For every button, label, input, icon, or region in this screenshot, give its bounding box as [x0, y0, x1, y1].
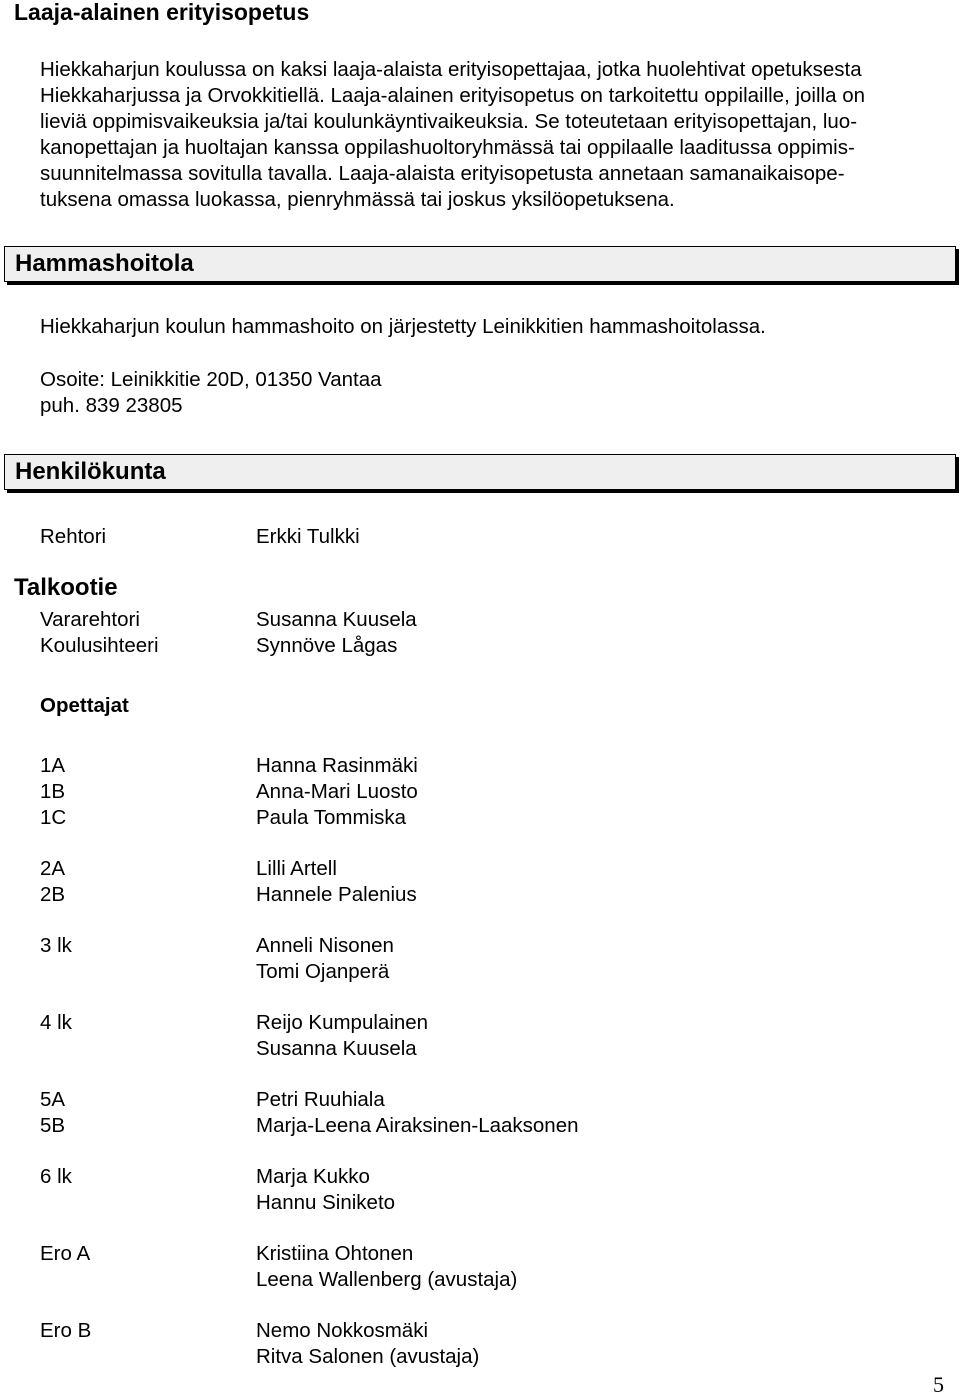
- teacher-class: 1A: [40, 754, 66, 777]
- paragraph-line: Hiekkaharjussa ja Orvokkitiellä. Laaja-alainen erityisopetus on tarkoitettu oppilaille, joilla on: [40, 84, 865, 107]
- teacher-name: Reijo Kumpulainen: [256, 1011, 429, 1034]
- paragraph-line: suunnitelmassa sovitulla tavalla. Laaja-alaista erityisopetusta annetaan samanaikaisope-: [40, 162, 845, 185]
- principal-role: Rehtori: [40, 525, 107, 548]
- teacher-name: Marja Kukko: [256, 1165, 370, 1188]
- dental-phone: puh. 839 23805: [40, 394, 183, 417]
- teacher-class: 2A: [40, 857, 66, 880]
- dental-address: Osoite: Leinikkitie 20D, 01350 Vantaa: [40, 368, 382, 391]
- paragraph-line: kanopettajan ja huoltajan kanssa oppilashuoltoryhmässä tai oppilaalle laaditussa oppimis-: [40, 136, 855, 159]
- teacher-class: 5B: [40, 1114, 66, 1137]
- teacher-name: Anna-Mari Luosto: [256, 780, 418, 803]
- teacher-name: Ritva Salonen (avustaja): [256, 1345, 480, 1368]
- section-title-henkilokunta: Henkilökunta: [15, 458, 166, 485]
- teacher-class: 6 lk: [40, 1165, 72, 1188]
- vice-principal-role: Vararehtori: [40, 608, 140, 631]
- erityisopetus-paragraph: [40, 57, 940, 213]
- teacher-class: 2B: [40, 883, 66, 906]
- teacher-class: 5A: [40, 1088, 66, 1111]
- teacher-class: Ero A: [40, 1242, 91, 1265]
- teacher-name: Marja-Leena Airaksinen-Laaksonen: [256, 1114, 579, 1137]
- secretary-name: Synnöve Lågas: [256, 634, 398, 657]
- teacher-class: 4 lk: [40, 1011, 72, 1034]
- paragraph-line: tuksena omassa luokassa, pienryhmässä tai joskus yksilöopetuksena.: [40, 188, 675, 211]
- section-header-henkilokunta: [4, 454, 956, 490]
- vice-principal-name: Susanna Kuusela: [256, 608, 417, 631]
- teacher-name: Leena Wallenberg (avustaja): [256, 1268, 518, 1291]
- teacher-name: Tomi Ojanperä: [256, 960, 390, 983]
- teacher-name: Hannu Siniketo: [256, 1191, 396, 1214]
- dental-info-text: Hiekkaharjun koulun hammashoito on järjestetty Leinikkitien hammashoitolassa.: [40, 315, 766, 338]
- section-title-hammashoitola: Hammashoitola: [15, 250, 194, 277]
- page-number: 5: [933, 1372, 944, 1397]
- teacher-name: Petri Ruuhiala: [256, 1088, 385, 1111]
- teachers-heading: Opettajat: [40, 694, 129, 717]
- teacher-class: Ero B: [40, 1319, 92, 1342]
- paragraph-line: lieviä oppimisvaikeuksia ja/tai koulunkäyntivaikeuksia. Se toteutetaan erityisopettajan, luo-: [40, 110, 858, 133]
- teacher-class: 1C: [40, 806, 67, 829]
- teacher-class: 3 lk: [40, 934, 72, 957]
- section-header-hammashoitola: [4, 246, 956, 282]
- teacher-name: Susanna Kuusela: [256, 1037, 417, 1060]
- paragraph-line: Hiekkaharjun koulussa on kaksi laaja-alaista erityisopettajaa, jotka huolehtivat opetuksesta: [40, 58, 862, 81]
- teacher-name: Nemo Nokkosmäki: [256, 1319, 429, 1342]
- secretary-role: Koulusihteeri: [40, 634, 159, 657]
- teacher-class: 1B: [40, 780, 66, 803]
- principal-name: Erkki Tulkki: [256, 525, 360, 548]
- teacher-name: Hanna Rasinmäki: [256, 754, 418, 777]
- section-title-erityisopetus: Laaja-alainen erityisopetus: [14, 0, 310, 25]
- teacher-name: Paula Tommiska: [256, 806, 407, 829]
- teacher-name: Hannele Palenius: [256, 883, 417, 906]
- teacher-name: Lilli Artell: [256, 857, 337, 880]
- talkootie-heading: Talkootie: [14, 574, 118, 601]
- teacher-name: Anneli Nisonen: [256, 934, 394, 957]
- teacher-name: Kristiina Ohtonen: [256, 1242, 414, 1265]
